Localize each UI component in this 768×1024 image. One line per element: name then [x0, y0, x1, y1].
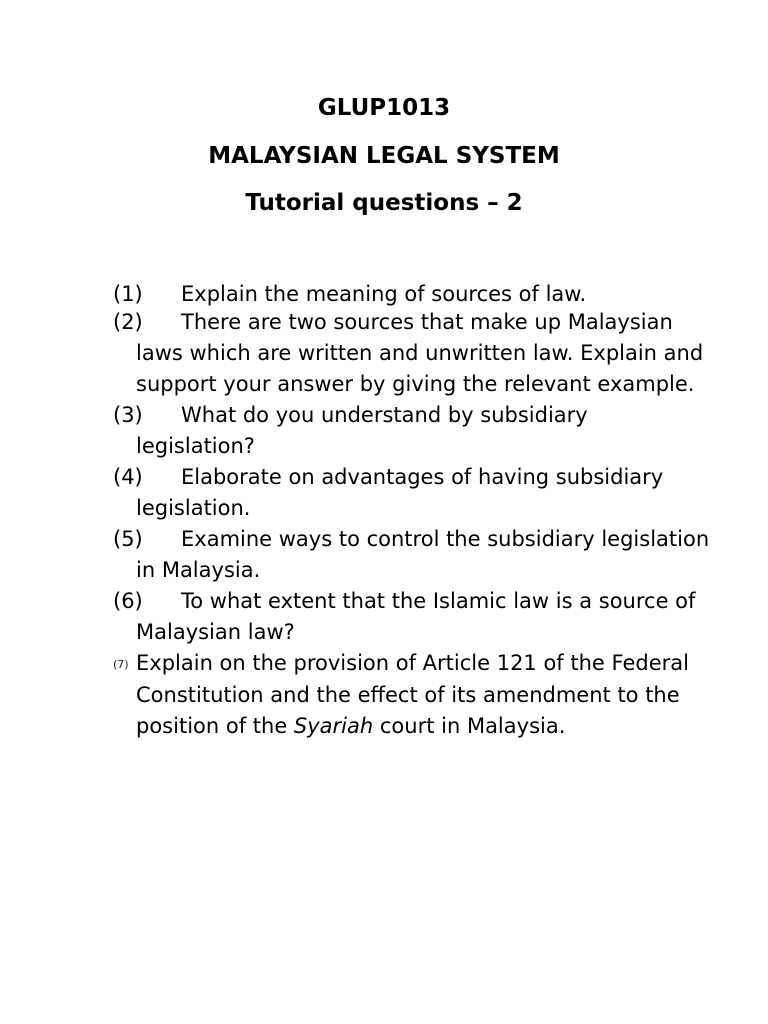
question-text: Elaborate on advantages of having subsidiary legislation. [136, 465, 664, 520]
question-number: (6) [113, 589, 143, 613]
question-item-1 [113, 279, 713, 310]
question-number: (7) [113, 658, 129, 671]
tutorial-subtitle: Tutorial questions – 2 [245, 190, 523, 216]
question-text: To what extent that the Islamic law is a source of Malaysian law? [136, 589, 696, 644]
question-number: (3) [113, 403, 143, 427]
question-text: Explain on the provision of Article 121 of the Federal Constitution and the effect of its amendment to the position of the [136, 651, 689, 738]
question-list [113, 279, 713, 742]
question-text: What do you understand by subsidiary legislation? [136, 403, 588, 458]
question-text-end: court in Malaysia. [373, 714, 566, 738]
question-number: (1) [113, 282, 143, 306]
question-number: (2) [113, 310, 143, 334]
course-title: MALAYSIAN LEGAL SYSTEM [208, 143, 560, 169]
question-text: Explain the meaning of sources of law. [181, 282, 587, 306]
question-item-3 [113, 400, 713, 462]
question-text-italic: Syariah [293, 714, 374, 738]
question-number: (4) [113, 465, 143, 489]
course-code: GLUP1013 [317, 95, 451, 121]
question-item-4 [113, 462, 713, 524]
question-text: There are two sources that make up Malaysian laws which are written and unwritten law. Explain and support your answer by giving the relevant example. [136, 310, 704, 396]
question-text: Examine ways to control the subsidiary legislation in Malaysia. [136, 527, 710, 582]
question-number: (5) [113, 527, 143, 551]
question-item-7 [113, 648, 713, 742]
question-item-2 [113, 307, 713, 400]
question-item-5 [113, 524, 713, 586]
question-item-6 [113, 586, 713, 648]
